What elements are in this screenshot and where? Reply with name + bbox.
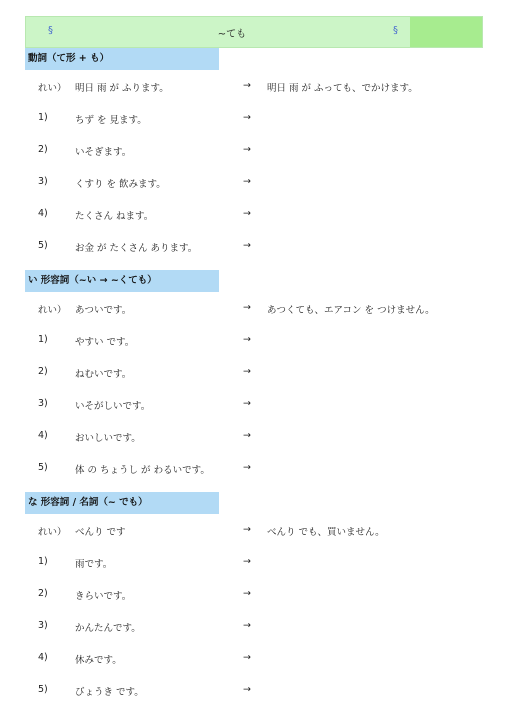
header-accent-box: [410, 17, 482, 47]
row-prompt: べんり です: [75, 527, 126, 538]
row-prompt: 雨です。: [75, 559, 113, 570]
row-prompt: 体 の ちょうし が わるいです。: [75, 465, 210, 476]
row-prompt: ねむいです。: [75, 369, 132, 380]
row-prompt: おいしいです。: [75, 433, 141, 444]
exercise-row: [0, 208, 513, 224]
exercise-row: [0, 462, 513, 478]
exercise-row: [0, 398, 513, 414]
row-number: 4): [38, 430, 48, 441]
row-number: 3): [38, 176, 48, 187]
row-prompt: たくさん ねます。: [75, 211, 154, 222]
exercise-row: [0, 556, 513, 572]
row-number: 2): [38, 144, 48, 155]
exercise-row: [0, 112, 513, 128]
arrow-icon: →: [243, 176, 251, 187]
exercise-row: [0, 240, 513, 256]
exercise-row: [0, 366, 513, 382]
row-number: れい）: [38, 305, 67, 316]
row-prompt: 明日 雨 が ふります。: [75, 83, 169, 94]
row-number: 1): [38, 334, 48, 345]
row-number: 5): [38, 684, 48, 695]
row-prompt: いそがしいです。: [75, 401, 151, 412]
page-title: ~ても: [217, 29, 247, 40]
exercise-row: [0, 620, 513, 636]
row-prompt: あついです。: [75, 305, 132, 316]
arrow-icon: →: [243, 652, 251, 663]
section-heading-verb: 動詞（て形 + も）: [25, 48, 219, 70]
exercise-row: [0, 80, 513, 96]
exercise-row: [0, 430, 513, 446]
arrow-icon: →: [243, 588, 251, 599]
arrow-icon: →: [243, 398, 251, 409]
exercise-row: [0, 652, 513, 668]
section-symbol-right: §: [393, 25, 398, 36]
arrow-icon: →: [243, 334, 251, 345]
row-number: 2): [38, 366, 48, 377]
arrow-icon: →: [243, 144, 251, 155]
row-prompt: きらいです。: [75, 591, 132, 602]
arrow-icon: →: [243, 524, 251, 535]
section-heading-i-adjective: い 形容詞（~い → ~くても）: [25, 270, 219, 292]
row-number: れい）: [38, 83, 67, 94]
row-prompt: びょうき です。: [75, 687, 144, 698]
row-number: 3): [38, 620, 48, 631]
row-number: れい）: [38, 527, 67, 538]
row-number: 4): [38, 208, 48, 219]
arrow-icon: →: [243, 556, 251, 567]
row-answer: あつくても、エアコン を つけません。: [267, 305, 435, 316]
exercise-row: [0, 176, 513, 192]
arrow-icon: →: [243, 462, 251, 473]
arrow-icon: →: [243, 430, 251, 441]
row-prompt: かんたんです。: [75, 623, 141, 634]
row-number: 5): [38, 462, 48, 473]
arrow-icon: →: [243, 684, 251, 695]
row-prompt: やすい です。: [75, 337, 135, 348]
row-prompt: ちず を 見ます。: [75, 115, 147, 126]
arrow-icon: →: [243, 620, 251, 631]
row-prompt: 休みです。: [75, 655, 122, 666]
exercise-row: [0, 144, 513, 160]
arrow-icon: →: [243, 240, 251, 251]
row-number: 1): [38, 112, 48, 123]
row-number: 1): [38, 556, 48, 567]
row-answer: 明日 雨 が ふっても、でかけます。: [267, 83, 418, 94]
row-number: 2): [38, 588, 48, 599]
exercise-row: [0, 334, 513, 350]
section-heading-na-adjective-noun: な 形容詞 / 名詞（~ でも）: [25, 492, 219, 514]
arrow-icon: →: [243, 208, 251, 219]
row-prompt: くすり を 飲みます。: [75, 179, 166, 190]
arrow-icon: →: [243, 80, 251, 91]
exercise-row: [0, 524, 513, 540]
section-symbol-left: §: [48, 25, 53, 36]
row-number: 5): [38, 240, 48, 251]
exercise-row: [0, 302, 513, 318]
row-prompt: いそぎます。: [75, 147, 132, 158]
exercise-row: [0, 588, 513, 604]
worksheet-header: [25, 16, 483, 48]
row-number: 4): [38, 652, 48, 663]
arrow-icon: →: [243, 112, 251, 123]
row-prompt: お金 が たくさん あります。: [75, 243, 198, 254]
row-answer: べんり でも、買いません。: [267, 527, 385, 538]
arrow-icon: →: [243, 366, 251, 377]
row-number: 3): [38, 398, 48, 409]
arrow-icon: →: [243, 302, 251, 313]
exercise-row: [0, 684, 513, 700]
